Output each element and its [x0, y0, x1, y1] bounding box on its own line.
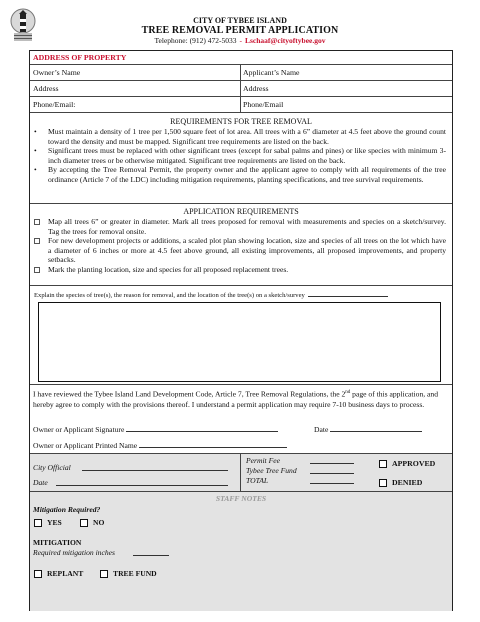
printed-name-label: Owner or Applicant Printed Name — [33, 441, 138, 450]
application-requirements-list — [34, 217, 446, 274]
requirement-item: • Significant trees must be replaced with other significant trees (except for sabal palms and pines) or like species with minimum 3-inch diameter trees or be otherwise mitigated. Significant tree requirements are listed on the back. — [34, 146, 446, 165]
signature-label: Owner or Applicant Signature — [33, 425, 125, 434]
checkbox-icon[interactable] — [34, 238, 40, 244]
address-of-property-label: ADDRESS OF PROPERTY — [33, 53, 127, 62]
tree-fund-label: Tybee Tree Fund — [246, 466, 297, 475]
explain-input-line[interactable] — [308, 296, 388, 297]
total-line[interactable] — [310, 476, 354, 484]
name-row — [30, 65, 452, 81]
office-use-section — [30, 453, 452, 492]
mitigation-heading: MITIGATION — [33, 538, 82, 547]
requirement-item: • Must maintain a density of 1 tree per 1,500 square feet of lot area. All trees with a 6” diameter at 4.5 feet above the ground count toward the density and must be mapped. Significant tree requirements are listed on the back. — [34, 127, 446, 146]
owner-address-field[interactable]: Address — [33, 84, 59, 93]
application-requirements-title: APPLICATION REQUIREMENTS — [183, 207, 299, 216]
mitigation-no-label: NO — [93, 518, 105, 527]
date-label: Date — [314, 425, 329, 434]
application-requirement-item: Map all trees 6” or greater in diameter. Mark all trees proposed for removal with measurements and species on a sketch/survey. Tag the trees for removal onsite. — [34, 217, 446, 236]
tree-fund-option-label: TREE FUND — [113, 569, 157, 578]
signature-row — [33, 424, 278, 434]
total-label: TOTAL — [246, 476, 269, 485]
replant-label: REPLANT — [47, 569, 84, 578]
contact-line — [0, 36, 480, 45]
requirement-item: • By accepting the Tree Removal Permit, the property owner and the applicant agree to comply with all requirements of the tree ordinance (Article 7 of the LDC) including mitigation requirements, planting specifications, and tree survival requirements. — [34, 165, 446, 184]
tree-fund-line[interactable] — [310, 466, 354, 474]
office-date-label: Date — [33, 478, 48, 487]
checkbox-icon[interactable] — [34, 267, 40, 273]
office-date-line[interactable] — [56, 478, 228, 486]
permit-fee-label: Permit Fee — [246, 456, 280, 465]
bullet-icon: • — [34, 165, 37, 174]
date-row — [314, 424, 422, 434]
tree-fund-checkbox[interactable] — [100, 570, 108, 578]
denied-label: DENIED — [392, 478, 423, 487]
application-requirement-item: Mark the planting location, size and species for all proposed replacement trees. — [34, 265, 446, 275]
phone-row — [30, 97, 452, 113]
staff-notes-section — [30, 492, 452, 611]
permit-fee-line[interactable] — [310, 456, 354, 464]
mitigation-yes-label: YES — [47, 518, 62, 527]
applicant-address-field[interactable]: Address — [243, 84, 269, 93]
signature-input-line[interactable] — [126, 424, 278, 432]
owner-phone-field[interactable]: Phone/Email: — [33, 100, 76, 109]
city-official-line[interactable] — [82, 463, 228, 471]
divider — [30, 203, 452, 204]
requirements-list — [34, 127, 446, 184]
email-link[interactable]: Lschaaf@cityoftybee.gov — [244, 36, 326, 45]
divider — [30, 285, 452, 286]
phone-text: Telephone: (912) 472-5033 — [154, 36, 237, 45]
bullet-icon: • — [34, 146, 37, 155]
approved-checkbox[interactable] — [379, 460, 387, 468]
certification-statement: I have reviewed the Tybee Island Land Development Code, Article 7, Tree Removal Regulations, the 2nd page of this application, and hereby agree to comply with the provisions thereof. I understand a permit application may require 7-10 business days to process. — [33, 389, 439, 409]
printed-name-input-line[interactable] — [139, 440, 287, 448]
form-title: TREE REMOVAL PERMIT APPLICATION — [141, 25, 339, 36]
replant-checkbox[interactable] — [34, 570, 42, 578]
city-official-label: City Official — [33, 463, 71, 472]
divider — [30, 384, 452, 385]
denied-checkbox[interactable] — [379, 479, 387, 487]
checkbox-icon[interactable] — [34, 219, 40, 225]
application-requirement-item: For new development projects or additions, a scaled plot plan showing location, size and species of all trees on the lot which have a diameter of 6 inches or more at 4.5 feet above ground, all existing improvements, all proposed improvements, and property setbacks. — [34, 236, 446, 265]
city-name: CITY OF TYBEE ISLAND — [193, 16, 287, 25]
staff-notes-title: STAFF NOTES — [215, 494, 267, 503]
printed-name-row — [33, 440, 287, 450]
address-row — [30, 81, 452, 97]
mitigation-no-checkbox[interactable] — [80, 519, 88, 527]
form-header — [0, 16, 480, 45]
applicant-phone-field[interactable]: Phone/Email — [243, 100, 284, 109]
address-of-property-row[interactable] — [30, 51, 452, 65]
sketch-area[interactable] — [38, 302, 441, 382]
approved-label: APPROVED — [392, 459, 436, 468]
bullet-icon: • — [34, 127, 37, 136]
contact-grid — [30, 65, 452, 113]
explain-prompt: Explain the species of tree(s), the reason for removal, and the location of the tree(s) on a sketch/survey — [34, 292, 388, 299]
mitigation-required-label: Mitigation Required? — [33, 505, 101, 514]
date-input-line[interactable] — [330, 424, 422, 432]
required-inches-line[interactable] — [133, 548, 169, 556]
requirements-title: REQUIREMENTS FOR TREE REMOVAL — [170, 117, 312, 126]
applicant-name-field[interactable]: Applicant’s Name — [243, 68, 300, 77]
required-inches-label: Required mitigation inches — [33, 548, 115, 557]
office-divider — [240, 454, 241, 492]
mitigation-yes-checkbox[interactable] — [34, 519, 42, 527]
form-body — [29, 50, 453, 611]
contact-separator: - — [239, 36, 242, 45]
owner-name-field[interactable]: Owner’s Name — [33, 68, 81, 77]
